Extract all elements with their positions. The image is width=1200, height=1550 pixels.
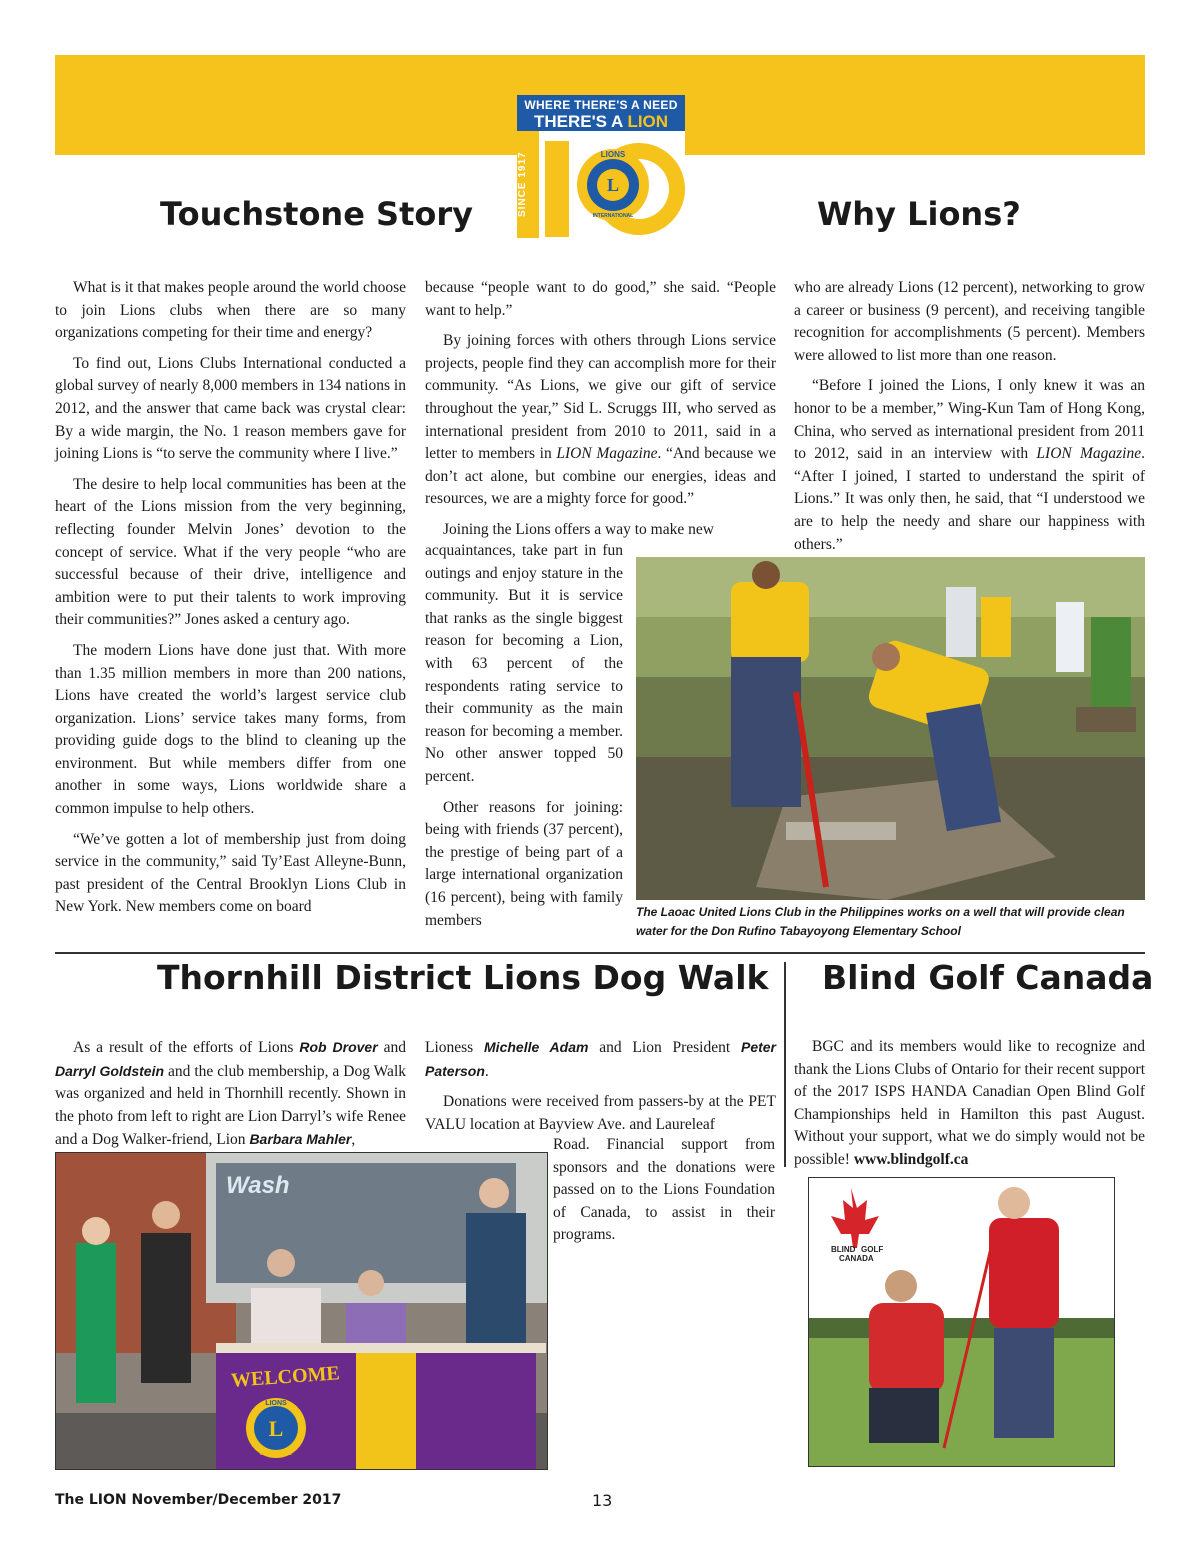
touchstone-col1-paragraph: What is it that makes people around the world choose to join Lions clubs when there are so many organizations competing for their time and energy? <box>55 279 406 342</box>
dogwalk-text: As a result of the efforts of Lions <box>73 1039 300 1056</box>
dogwalk-text: and <box>377 1039 406 1056</box>
blindgolf-link[interactable]: www.blindgolf.ca <box>853 1150 969 1168</box>
touchstone-column-2 <box>425 277 776 550</box>
car-wash-sign: Wash <box>226 1172 290 1199</box>
dogwalk-text: Lioness <box>425 1039 485 1056</box>
page-number: 13 <box>592 1491 613 1510</box>
column-divider <box>784 962 786 1167</box>
touchstone-col1-paragraph: The desire to help local communities has been at the heart of the Lions mission from the very beginning, reflecting founder Melvin Jones’ devotion to the concept of service. What if the very people “who are successful because of their drive, intelligence and ambition were to put their talents to work improving their communities?” Jones asked a century ago. <box>55 475 406 629</box>
touchstone-col1-paragraph: To find out, Lions Clubs International conducted a global survey of nearly 8,000 members in 134 nations in 2012, and the answer that came back was crystal clear: By a wide margin, the No. 1 reason members gave for joining Lions is “to serve the community where I live.” <box>55 354 406 463</box>
section-divider <box>55 952 1145 954</box>
person-name: Darryl Goldstein <box>55 1062 165 1079</box>
heading-dog-walk: Thornhill District Lions Dog Walk <box>157 958 769 997</box>
touchstone-col2-text: . “And because we don’t act alone, but combine our energies, ideas and resources, we are a mighty force for good.” <box>425 445 776 508</box>
logo-tagline-line1: WHERE THERE'S A NEED <box>524 98 678 112</box>
touchstone-column-3 <box>794 277 1145 564</box>
dogwalk-paragraph-1 <box>55 1036 406 1152</box>
touchstone-col1-paragraph: “We’ve gotten a lot of membership just from doing service in the community,” said Ty’East Alleyne-Bunn, past president of the Central Brooklyn Lions Club in New York. New members come on board <box>55 830 406 916</box>
dogwalk-text: . <box>484 1062 489 1080</box>
person-name: Rob Drover <box>299 1039 378 1055</box>
banner-emblem-top: LIONS <box>265 1400 287 1407</box>
touchstone-col3-paragraph <box>794 375 1145 556</box>
logo-tagline-lion: LION <box>627 112 669 131</box>
touchstone-col3-paragraph: who are already Lions (12 percent), networking to grow a career or business (9 percent), and receiving tangible recognition for accomplishments (5 percent). Members were allowed to list more than one reason. <box>794 279 1145 364</box>
heading-blind-golf: Blind Golf Canada <box>822 958 1154 997</box>
well-project-photo <box>636 557 1145 900</box>
touchstone-col2-paragraph <box>425 330 776 511</box>
centennial-logo <box>517 95 685 238</box>
touchstone-col2-paragraph: acquaintances, take part in fun outings and enjoy stature in the community. But it is service that ranks as the single biggest reason for becoming a Lion, with 63 percent of the respondents rating service to their community as the main reason for becoming a member. No other answer topped 50 percent. <box>425 542 623 785</box>
dogwalk-paragraph-3: Donations were received from passers-by at the PET VALU location at Bayview Ave. and Laureleaf <box>425 1093 776 1133</box>
golf-paragraph <box>794 1036 1145 1172</box>
person-name: Michelle Adam <box>484 1039 589 1055</box>
blind-golf-photo <box>808 1177 1115 1467</box>
golf-logo-canada: CANADA <box>839 1254 874 1263</box>
logo-emblem-bottom: INTERNATIONAL <box>592 213 634 219</box>
dogwalk-text: , <box>351 1131 356 1149</box>
logo-tagline <box>517 95 685 131</box>
touchstone-col2-paragraph: because “people want to do good,” she said. “People want to help.” <box>425 279 776 319</box>
logo-emblem-letter: L <box>606 175 620 195</box>
dog-walk-photo <box>55 1152 548 1470</box>
magazine-title: LION Magazine <box>556 445 658 463</box>
logo-tagline-line2a: THERE'S A <box>533 112 623 131</box>
well-photo-caption: The Laoac United Lions Club in the Philippines works on a well that will provide clean water for the Don Rufino Tabayoyong Elementary School <box>636 905 1125 938</box>
touchstone-col2-paragraph: Joining the Lions offers a way to make new <box>443 520 714 538</box>
touchstone-col2-text: By joining forces with others through Lions service projects, people find they can accomplish more for their community. “As Lions, we give our gift of service throughout the year,” Sid L. Scruggs III, who served as international president from 2010 to 2011, said in a letter to members in <box>425 332 776 463</box>
banner-emblem-letter: L <box>268 1416 284 1441</box>
touchstone-col3-text: “Before I joined the Lions, I only knew it was an honor to be a member,” Wing-Kun Tam of Hong Kong, China, who served as international president from 2011 to 2012, said in an interview with <box>794 377 1145 463</box>
golf-text: BGC and its members would like to recognize and thank the Lions Clubs of Ontario for their recent support of the 2017 ISPS HANDA Canadian Open Blind Golf Championships held in Hamilton this past August. Without your support, what we do simply would not be possible! <box>794 1038 1145 1168</box>
touchstone-col1-paragraph: The modern Lions have done just that. With more than 1.35 million members in more than 200 nations, Lions have created the world’s largest service club organization. Lions’ service takes many forms, from providing guide dogs to the blind to cleaning up the environment. But while members differ from one another in some ways, Lions worldwide share a common impulse to help others. <box>55 641 406 818</box>
banner-emblem-bottom: INTERNATIONAL <box>259 1451 293 1456</box>
magazine-title: LION Magazine <box>1036 445 1142 463</box>
logo-100-graphic <box>541 127 685 238</box>
touchstone-col2-paragraph: Other reasons for joining: being with friends (37 percent), the prestige of being part of a large international organization (16 percent), being with family members <box>425 798 623 929</box>
dogwalk-paragraph-2 <box>425 1036 776 1083</box>
dogwalk-column-2-narrow <box>553 1134 775 1255</box>
dogwalk-text: and Lion President <box>588 1039 741 1056</box>
touchstone-column-1 <box>55 277 406 927</box>
dogwalk-column-2 <box>425 1036 776 1144</box>
touchstone-column-2-narrow <box>425 540 623 940</box>
heading-touchstone-story: Touchstone Story <box>160 195 474 233</box>
logo-number: 100 <box>551 137 553 138</box>
logo-emblem-top: LIONS <box>600 150 626 159</box>
heading-why-lions: Why Lions? <box>817 195 1021 233</box>
footer-publication: The LION November/December 2017 <box>55 1492 342 1508</box>
touchstone-col3-text: . “After I joined, I started to understand the spirit of Lions.” It was only then, he said, that “I understood we are to help the needy and share our happiness with others.” <box>794 445 1145 553</box>
golf-logo-golf: GOLF <box>861 1245 884 1254</box>
golf-column <box>794 1036 1145 1180</box>
dogwalk-paragraph-3-rest: Road. Financial support from sponsors and the donations were passed on to the Lions Foundation of Canada, to assist in their programs. <box>553 1136 775 1244</box>
golf-logo-blind: BLIND <box>831 1245 856 1254</box>
logo-since-1917: SINCE 1917 <box>517 131 539 238</box>
dogwalk-column-1 <box>55 1036 406 1160</box>
welcome-banner-text: WELCOME <box>230 1362 341 1392</box>
person-name: Peter Paterson <box>425 1039 777 1079</box>
person-name: Barbara Mahler <box>249 1131 352 1148</box>
dogwalk-text: and the club membership, a Dog Walk was organized and held in Thornhill recently. Shown in the photo from left to right are Lion Darryl’s wife Renee and a Dog Walker-friend, Lion <box>55 1062 406 1149</box>
